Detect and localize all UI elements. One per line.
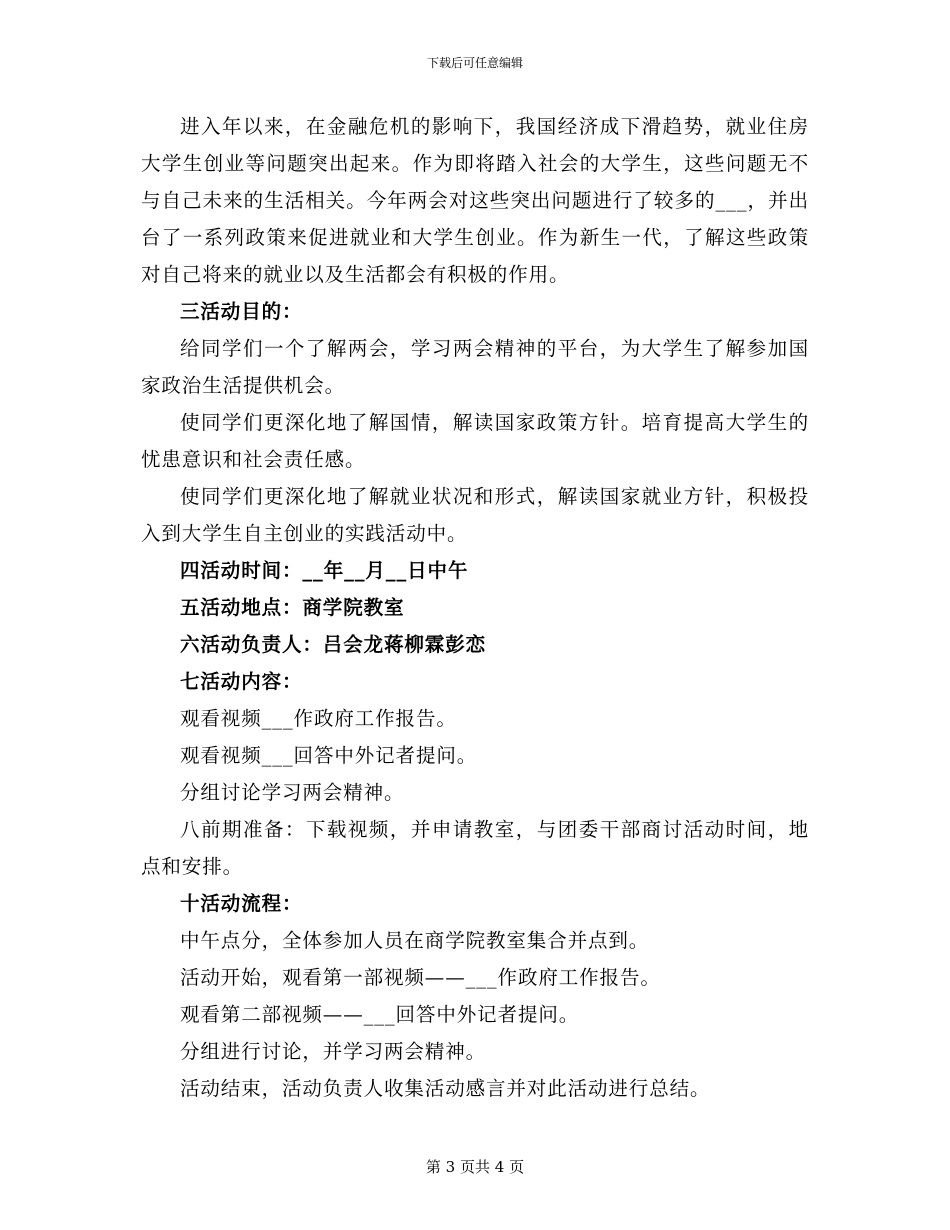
section-heading-process: 十活动流程：	[180, 892, 303, 915]
page-header: 下载后可任意编辑	[426, 56, 523, 70]
section-heading-organizers: 六活动负责人：吕会龙蒋柳霖彭恋	[180, 633, 487, 656]
process-step-4: 分组进行讨论，并学习两会精神。	[180, 1040, 487, 1063]
purpose-paragraph-3: 使同学们更深化地了解就业状况和形式，解读国家就业方针，积极投入到大学生自主创业的实践活动中。	[141, 485, 809, 545]
document-body	[141, 108, 809, 1107]
intro-paragraph: 进入年以来，在金融危机的影响下，我国经济成下滑趋势，就业住房大学生创业等问题突出起来。作为即将踏入社会的大学生，这些问题无不与自己未来的生活相关。今年两会对这些突出问题进行了较多的___，并出台了一系列政策来促进就业和大学生创业。作为新生一代，了解这些政策对自己将来的就业以及生活都会有积极的作用。	[141, 115, 809, 286]
process-step-5: 活动结束，活动负责人收集活动感言并对此活动进行总结。	[180, 1077, 711, 1100]
content-item-1: 观看视频___作政府工作报告。	[180, 707, 457, 730]
content-item-3: 分组讨论学习两会精神。	[180, 781, 405, 804]
section-heading-location: 五活动地点：商学院教室	[180, 596, 405, 619]
section-heading-purpose: 三活动目的：	[180, 300, 303, 323]
content-item-2: 观看视频___回答中外记者提问。	[180, 744, 478, 767]
purpose-paragraph-2: 使同学们更深化地了解国情，解读国家政策方针。培育提高大学生的忧患意识和社会责任感。	[141, 411, 809, 471]
preparation-paragraph: 八前期准备：下载视频，并申请教室，与团委干部商讨活动时间，地点和安排。	[141, 818, 809, 878]
section-heading-time: 四活动时间：__年__月__日中午	[180, 559, 469, 582]
process-step-3: 观看第二部视频——___回答中外记者提问。	[180, 1003, 580, 1026]
purpose-paragraph-1: 给同学们一个了解两会，学习两会精神的平台，为大学生了解参加国家政治生活提供机会。	[141, 337, 809, 397]
process-step-1: 中午点分，全体参加人员在商学院教室集合并点到。	[180, 929, 650, 952]
section-heading-content: 七活动内容：	[180, 670, 303, 693]
process-step-2: 活动开始，观看第一部视频——___作政府工作报告。	[180, 966, 661, 989]
page-footer: 第 3 页共 4 页	[425, 1158, 525, 1176]
